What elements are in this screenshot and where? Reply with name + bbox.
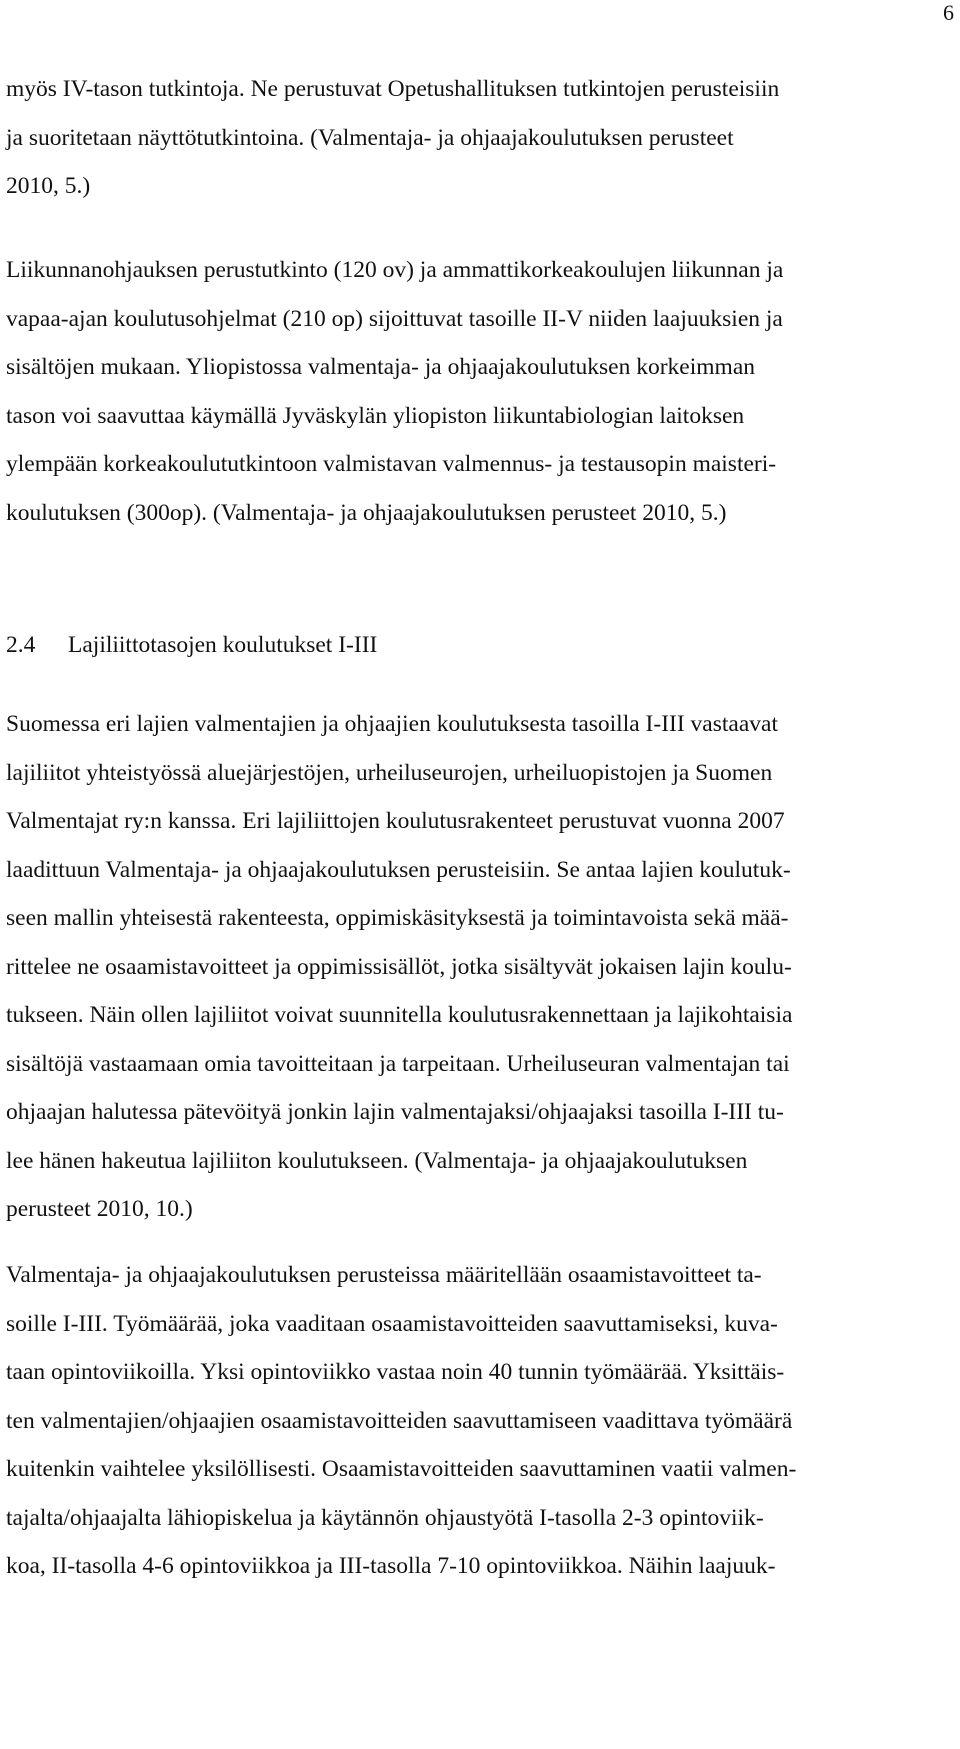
text-line: sisältöjen mukaan. Yliopistossa valmentaja- ja ohjaajakoulutuksen korkeimman [6,354,755,380]
text-line: seen mallin yhteisestä rakenteesta, oppimiskäsityksestä ja toimintavoista sekä mää- [6,905,789,931]
text-line: rittelee ne osaamistavoitteet ja oppimissisällöt, jotka sisältyvät jokaisen lajin koulu- [6,953,792,980]
text-line: ten valmentajien/ohjaajien osaamistavoitteiden saavuttamiseen vaadittava työmäärä [6,1407,793,1434]
page-number: 6 [943,0,954,25]
text-line: koa, II-tasolla 4-6 opintoviikkoa ja III-tasolla 7-10 opintoviikkoa. Näihin laajuuk- [6,1553,776,1579]
text-line: lajiliitot yhteistyössä aluejärjestöjen, urheiluseurojen, urheiluopistojen ja Suomen [6,759,773,786]
text-line: ohjaajan halutessa pätevöityä jonkin lajin valmentajaksi/ohjaajaksi tasoilla I-III tu- [6,1099,784,1125]
text-line: myös IV-tason tutkintoja. Ne perustuvat Opetushallituksen tutkintojen perusteisiin [6,76,780,102]
text-line: tason voi saavuttaa käymällä Jyväskylän yliopiston liikuntabiologian laitoksen [6,402,745,429]
section-title: Lajiliittotasojen koulutukset I-III [68,632,378,658]
text-line: lee hänen hakeutua lajiliiton koulutukseen. (Valmentaja- ja ohjaajakoulutuksen [6,1147,748,1174]
paragraph-1 [6,65,946,211]
text-line: tajalta/ohjaajalta lähiopiskelua ja käytännön ohjaustyötä I-tasolla 2-3 opintoviik- [6,1504,764,1531]
text-line: vapaa-ajan koulutusohjelmat (210 op) sijoittuvat tasoille II-V niiden laajuuksien ja [6,305,783,332]
text-line: soille I-III. Työmäärää, joka vaaditaan osaamistavoitteiden saavuttamiseksi, kuva- [6,1310,778,1337]
paragraph-4 [6,1251,946,1591]
text-line: perusteet 2010, 10.) [6,1196,193,1222]
text-line: kuitenkin vaihtelee yksilöllisesti. Osaamistavoitteiden saavuttaminen vaatii valmen- [6,1456,797,1482]
text-line: tukseen. Näin ollen lajiliitot voivat suunnitella koulutusrakennettaan ja lajikohtaisia [6,1002,793,1028]
text-line: 2010, 5.) [6,173,91,199]
paragraph-3 [6,700,946,1234]
section-heading [6,621,377,669]
text-line: ylempään korkeakoulututkintoon valmistavan valmennus- ja testausopin maisteri- [6,451,777,477]
text-line: ja suoritetaan näyttötutkintoina. (Valmentaja- ja ohjaajakoulutuksen perusteet [6,124,734,151]
text-line: Suomessa eri lajien valmentajien ja ohjaajien koulutuksesta tasoilla I-III vastaavat [6,711,778,737]
text-line: Liikunnanohjauksen perustutkinto (120 ov) ja ammattikorkeakoulujen liikunnan ja [6,257,784,283]
text-line: koulutuksen (300op). (Valmentaja- ja ohjaajakoulutuksen perusteet 2010, 5.) [6,499,727,526]
paragraph-2 [6,246,946,537]
section-number: 2.4 [6,632,36,658]
text-line: Valmentajat ry:n kanssa. Eri lajiliittojen koulutusrakenteet perustuvat vuonna 2007 [6,808,785,834]
text-line: laadittuun Valmentaja- ja ohjaajakoulutuksen perusteisiin. Se antaa lajien koulutuk- [6,856,791,883]
text-line: taan opintoviikoilla. Yksi opintoviikko vastaa noin 40 tunnin työmäärää. Yksittäis- [6,1359,785,1385]
text-line: Valmentaja- ja ohjaajakoulutuksen perusteissa määritellään osaamistavoitteet ta- [6,1262,762,1288]
text-line: sisältöjä vastaamaan omia tavoitteitaan ja tarpeitaan. Urheiluseuran valmentajan tai [6,1050,790,1077]
